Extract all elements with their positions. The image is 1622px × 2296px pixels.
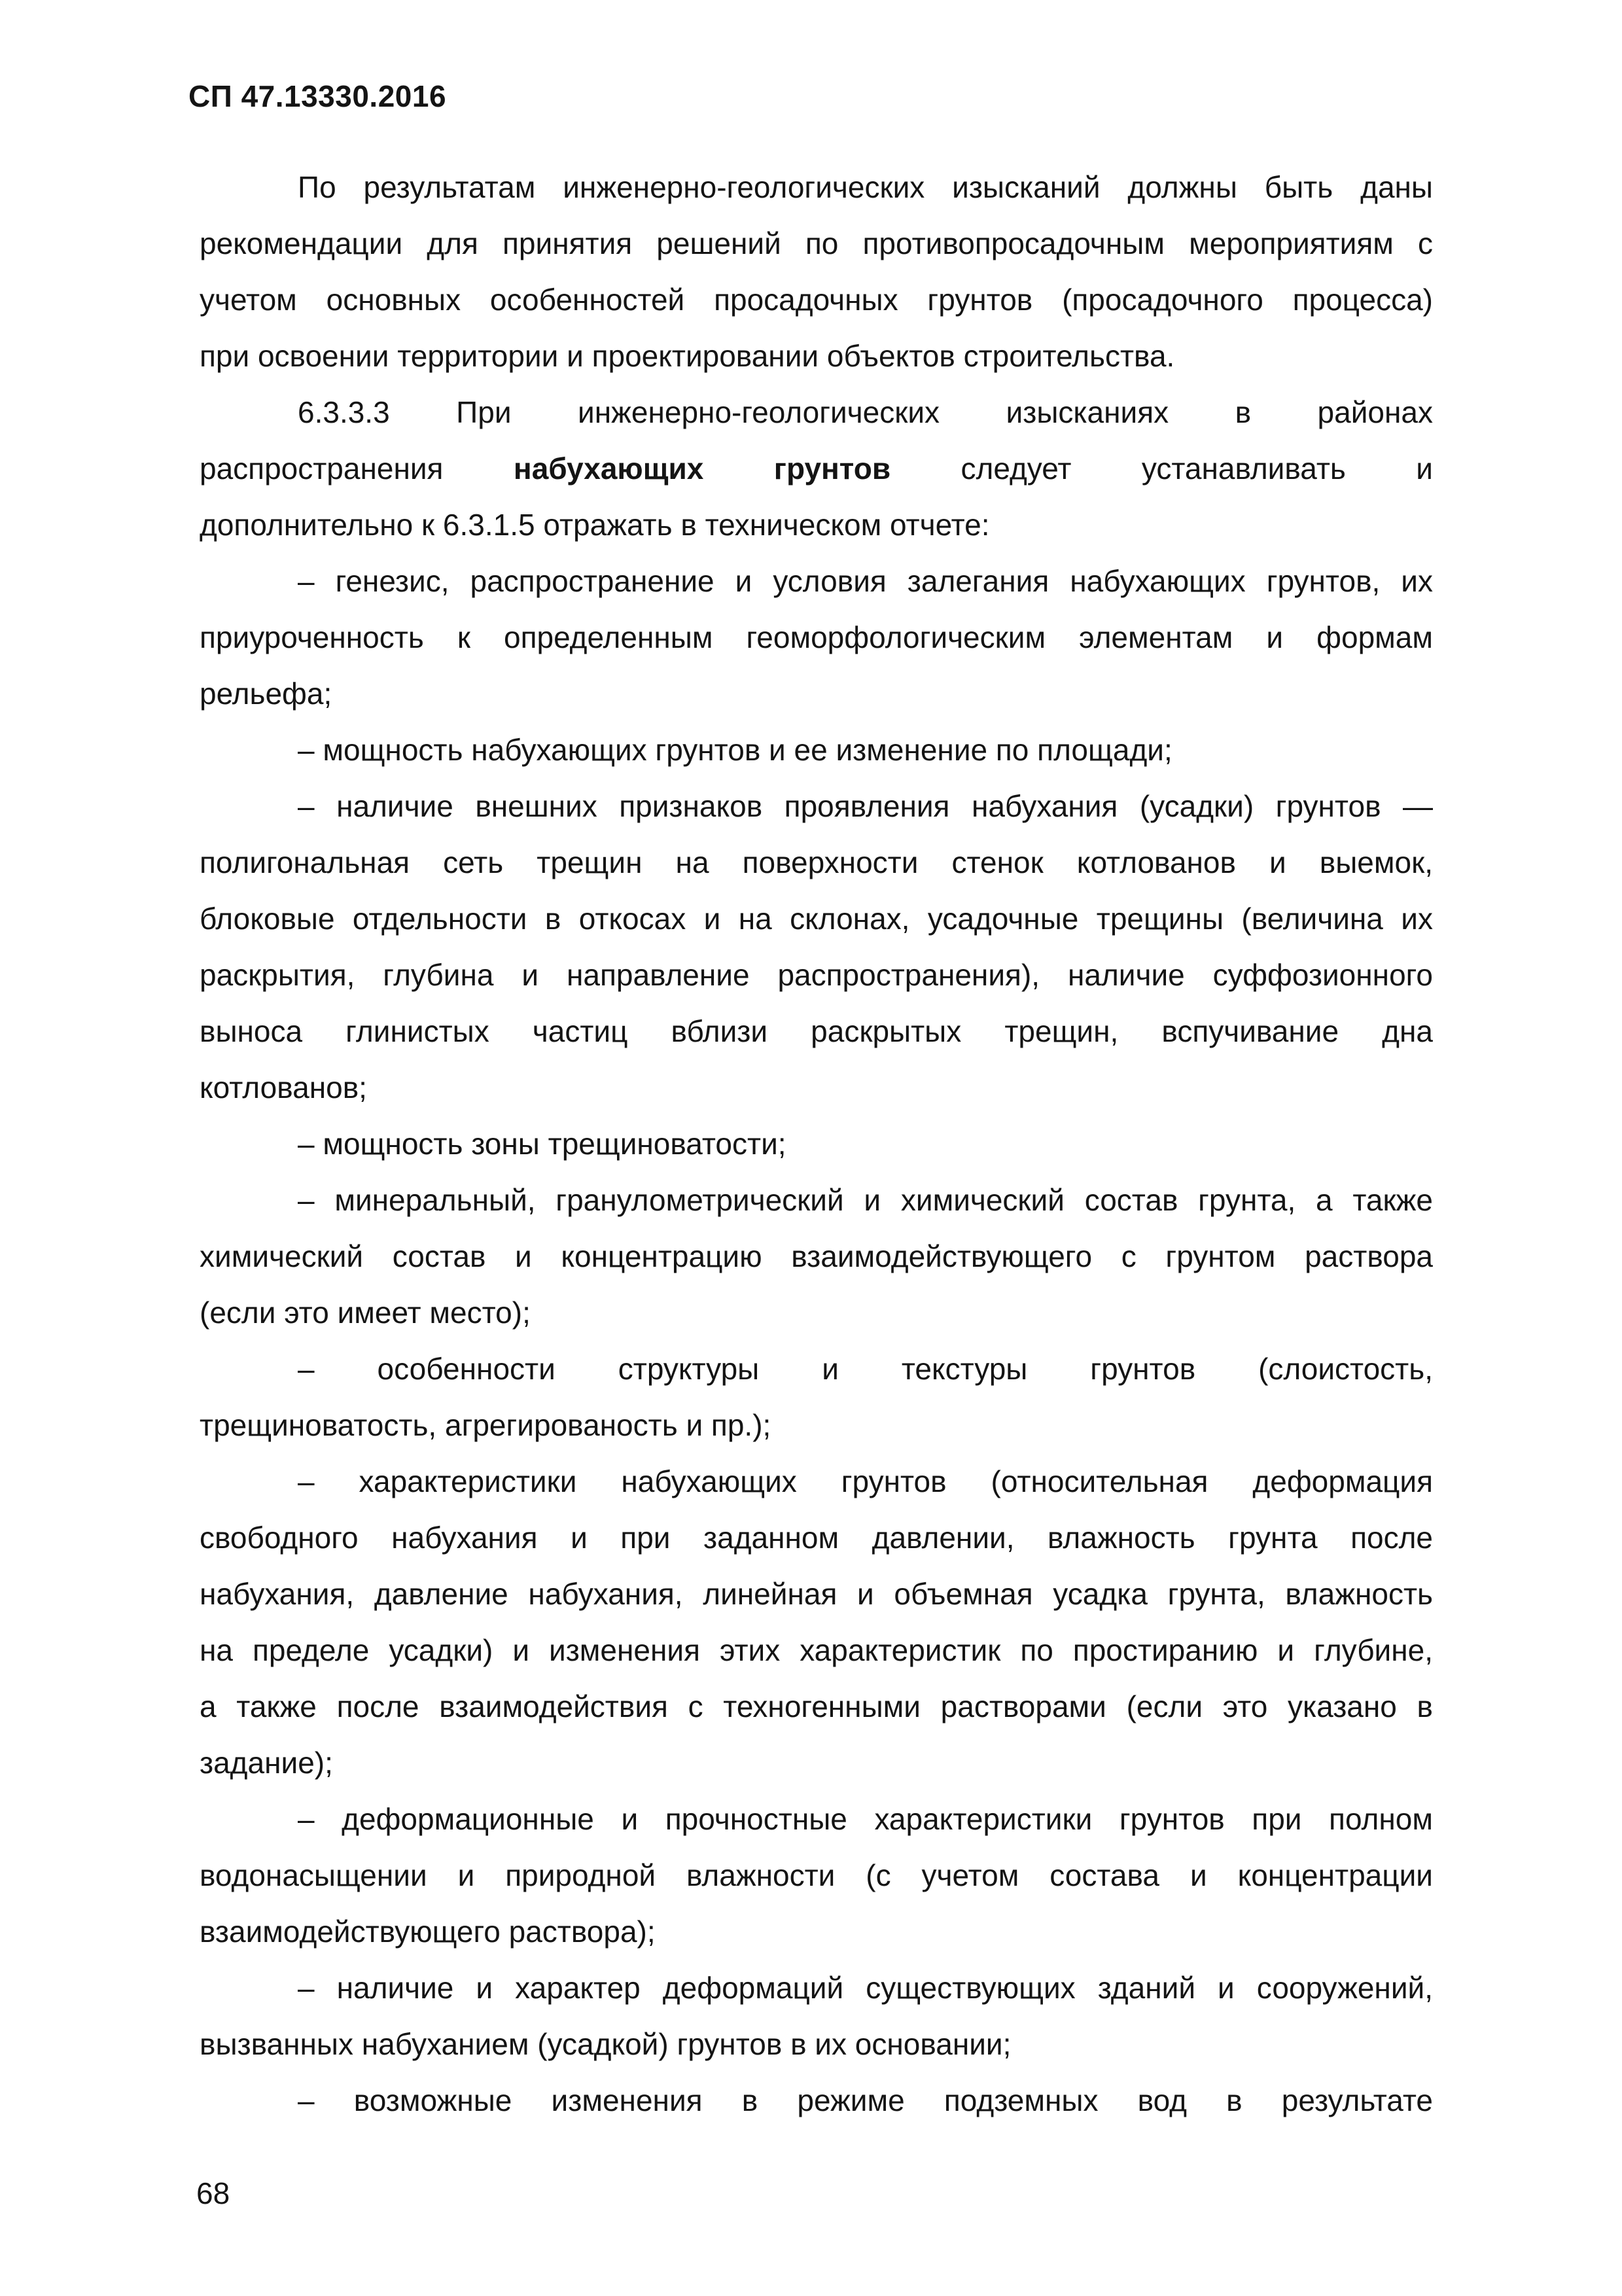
list-item-line: – характеристики набухающих грунтов (относительная деформация [298,1464,1433,1498]
page-number: 68 [196,2176,230,2210]
list-item-line: на пределе усадки) и изменения этих характеристик по простиранию и глубине, [200,1633,1433,1667]
list-item-line: приуроченность к определенным геоморфологическим элементам и формам [200,620,1433,654]
list-item-line: выноса глинистых частиц вблизи раскрытых трещин, вспучивание дна [200,1014,1433,1048]
list-item-line: – особенности структуры и текстуры грунтов (слоистость, [298,1352,1433,1386]
list-item-line: раскрытия, глубина и направление распространения), наличие суффозионного [200,958,1433,992]
list-item-line: блоковые отдельности в откосах и на склонах, усадочные трещины (величина их [200,902,1433,936]
list-item-line: (если это имеет место); [200,1296,531,1330]
bold-term: набухающих грунтов [513,451,891,486]
document-body [200,159,1433,2128]
paragraph-line: По результатам инженерно-геологических изысканий должны быть даны [298,170,1433,204]
section-heading-line: 6.3.3.3 При инженерно-геологических изысканиях в районах [298,395,1433,429]
list-item-line: – генезис, распространение и условия залегания набухающих грунтов, их [298,564,1433,598]
list-item-line: вызванных набуханием (усадкой) грунтов в их основании; [200,2027,1012,2061]
list-item-line: свободного набухания и при заданном давлении, влажность грунта после [200,1521,1433,1555]
paragraph-line: учетом основных особенностей просадочных грунтов (просадочного процесса) [200,283,1433,317]
list-item-line: – наличие внешних признаков проявления набухания (усадки) грунтов — [298,789,1433,823]
list-item-line: задание); [200,1746,333,1780]
list-item-line: – возможные изменения в режиме подземных вод в результате [298,2083,1433,2117]
list-item-line: – мощность набухающих грунтов и ее изменение по площади; [298,733,1172,767]
document-code-header: СП 47.13330.2016 [188,79,447,113]
list-item-line: трещиноватость, агрегированость и пр.); [200,1408,771,1442]
paragraph-line: рекомендации для принятия решений по противопросадочным мероприятиям с [200,226,1433,260]
list-item-line: котлованов; [200,1070,367,1104]
list-item-line: водонасыщении и природной влажности (с учетом состава и концентрации [200,1858,1433,1892]
list-item-line: – наличие и характер деформаций существующих зданий и сооружений, [298,1971,1433,2005]
text-run: следует устанавливать и [961,451,1434,486]
list-item-line: – мощность зоны трещиноватости; [298,1127,786,1161]
list-item-line: – деформационные и прочностные характеристики грунтов при полном [298,1802,1433,1836]
paragraph-line: дополнительно к 6.3.1.5 отражать в техническом отчете: [200,508,990,542]
list-item-line: полигональная сеть трещин на поверхности стенок котлованов и выемок, [200,845,1433,879]
list-item-line: рельефа; [200,677,332,711]
paragraph-line: при освоении территории и проектировании объектов строительства. [200,339,1175,373]
list-item-line: химический состав и концентрацию взаимодействующего с грунтом раствора [200,1239,1433,1273]
list-item-line: – минеральный, гранулометрический и химический состав грунта, а также [298,1183,1433,1217]
text-run: распространения [200,451,444,486]
list-item-line: набухания, давление набухания, линейная и объемная усадка грунта, влажность [200,1577,1433,1611]
paragraph-line [200,440,1433,497]
list-item-line: взаимодействующего раствора); [200,1915,656,1949]
list-item-line: а также после взаимодействия с техногенными растворами (если это указано в [200,1689,1433,1723]
